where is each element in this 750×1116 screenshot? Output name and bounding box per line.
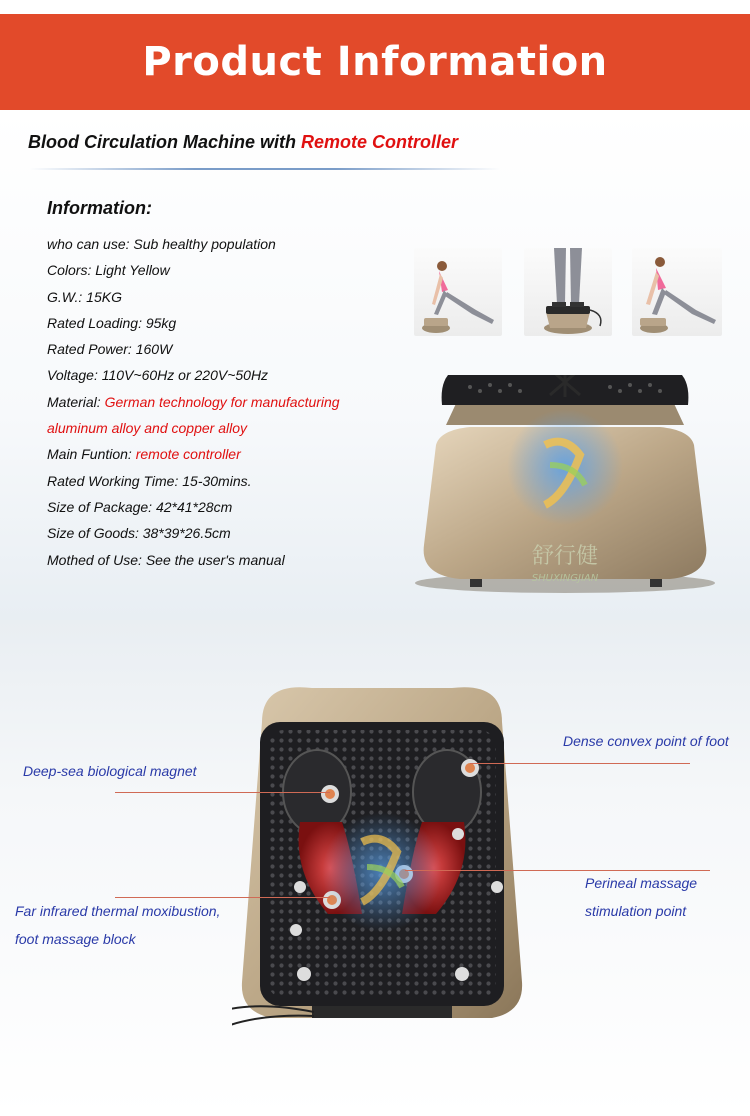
product-subtitle xyxy=(28,132,458,153)
brand-chinese-watermark: 舒行健 xyxy=(531,544,599,569)
spec-value: remote controller xyxy=(135,446,241,463)
spec-label: Mothed of Use: xyxy=(47,551,146,568)
spec-label: Main Funtion: xyxy=(47,446,136,463)
subtitle-highlight: Remote Controller xyxy=(301,132,459,152)
standing-figure-icon xyxy=(524,248,612,336)
spec-value: aluminum alloy and copper alloy xyxy=(47,420,247,437)
spec-value: Light Yellow xyxy=(95,262,170,279)
usage-photo-lunge-right xyxy=(632,248,722,336)
machine-side-icon xyxy=(400,375,730,595)
header-banner xyxy=(0,14,750,110)
features-section xyxy=(0,620,750,1116)
spec-item xyxy=(47,468,387,494)
spec-value: 15-30mins. xyxy=(182,472,252,489)
callout-deep-sea-magnet: Deep-sea biological magnet xyxy=(23,763,197,779)
spec-item xyxy=(47,547,387,573)
spec-value: 160W xyxy=(135,341,173,358)
callout-line xyxy=(405,870,710,871)
callout-line xyxy=(470,763,690,764)
info-heading: Information: xyxy=(47,198,152,218)
spec-label: Rated Power: xyxy=(47,341,136,358)
spec-item xyxy=(47,231,387,257)
callout-perineal-2: stimulation point xyxy=(585,903,687,919)
callout-perineal-1: Perineal massage xyxy=(585,875,698,891)
spec-value: Sub healthy population xyxy=(133,236,276,252)
spec-item xyxy=(47,415,387,441)
spec-item xyxy=(47,310,387,336)
spec-item xyxy=(47,389,387,415)
product-image-top xyxy=(232,682,532,1062)
usage-photo-standing xyxy=(524,248,612,336)
spec-item xyxy=(47,520,387,546)
callout-line xyxy=(115,897,330,898)
spec-label: Colors: xyxy=(47,262,96,279)
spec-label: Size of Package: xyxy=(47,498,156,515)
spec-label: Size of Goods: xyxy=(47,525,143,542)
spec-value: 42*41*28cm xyxy=(155,498,233,515)
usage-photo-lunge-left xyxy=(414,248,502,336)
spec-item xyxy=(47,336,387,362)
spec-value: 38*39*26.5cm xyxy=(142,525,231,542)
lunge-figure-icon xyxy=(414,248,502,336)
spec-item xyxy=(47,441,387,467)
spec-label: Material: xyxy=(47,393,105,410)
spec-list xyxy=(47,231,387,573)
spec-label: who can use: xyxy=(47,236,134,252)
callout-infrared-1: Far infrared thermal moxibustion, xyxy=(15,903,221,919)
spec-label: G.W.: xyxy=(47,288,87,305)
machine-top-icon xyxy=(232,682,532,1062)
spec-item xyxy=(47,257,387,283)
banner-title: Product Information xyxy=(142,39,608,85)
product-info-section xyxy=(0,110,750,620)
callout-line xyxy=(115,792,330,793)
spec-item xyxy=(47,494,387,520)
spec-label: Rated Working Time: xyxy=(47,472,183,489)
spec-value: 110V~60Hz or 220V~50Hz xyxy=(101,367,269,384)
spec-label: Voltage: xyxy=(47,367,102,384)
callout-dense-convex: Dense convex point of foot xyxy=(563,733,729,749)
subtitle-prefix: Blood Circulation Machine with xyxy=(28,132,302,152)
brand-latin-watermark: SHUXINGJIAN xyxy=(531,573,599,584)
spec-item xyxy=(47,362,387,388)
spec-value: 15KG xyxy=(86,288,122,305)
subtitle-divider xyxy=(30,168,500,170)
product-image-side xyxy=(400,375,730,595)
spec-value: German technology for manufacturing xyxy=(104,393,340,410)
spec-value: See the user's manual xyxy=(145,551,285,568)
spec-item xyxy=(47,284,387,310)
callout-infrared-2: foot massage block xyxy=(15,931,136,947)
spec-label: Rated Loading: xyxy=(47,314,146,331)
lunge-figure-icon xyxy=(632,248,722,336)
spec-value: 95kg xyxy=(145,314,177,331)
